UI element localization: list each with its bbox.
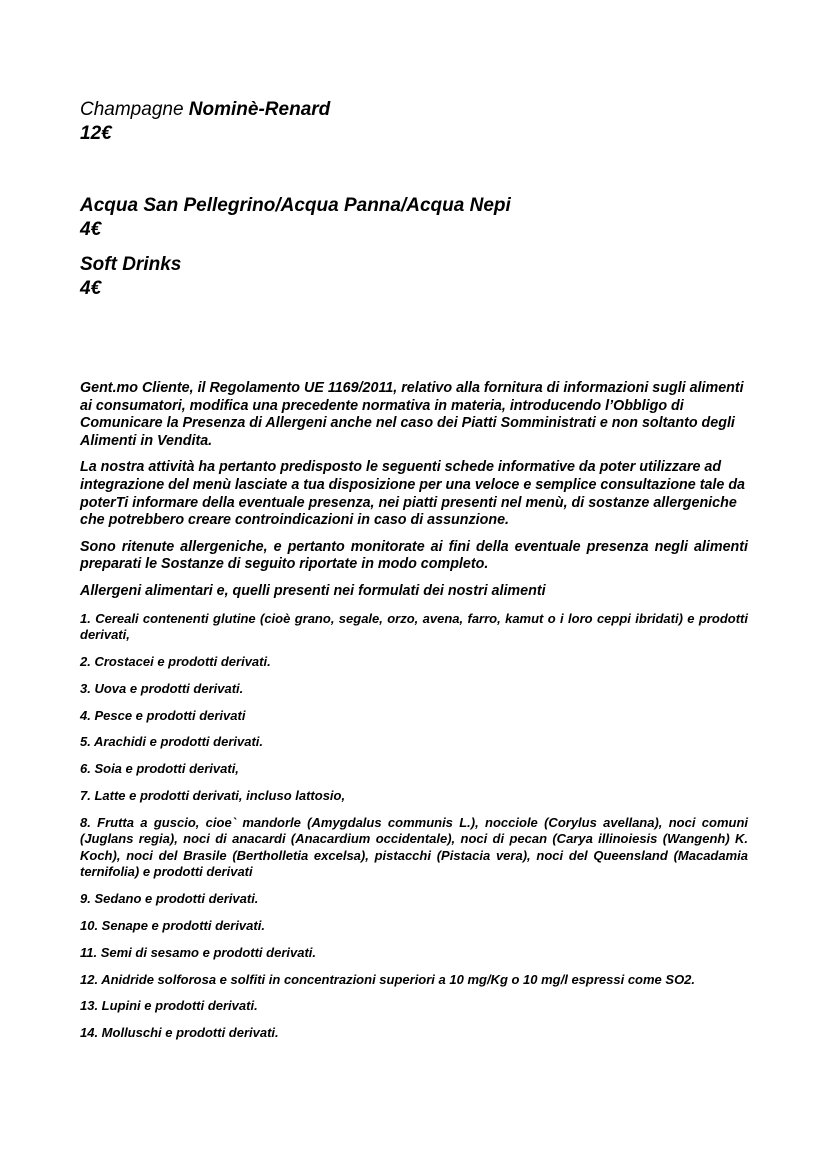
- drink-name-regular: Champagne: [80, 99, 189, 120]
- allergen-item-nuts: 8. Frutta a guscio, cioe` mandorle (Amygdalus communis L.), nocciole (Corylus avellana), noci comuni (Juglans regia), noci di anacardi (Anacardium occidentale), noci di pecan (Carya illinoiesis (Wangenh) K. Koch), noci del Brasile (Bertholletia excelsa), pistacchi (Pistacia vera), noci del Queensland (Macadamia ternifolia) e prodotti derivati: [80, 815, 748, 879]
- drink-item-soft-drinks: [80, 253, 748, 301]
- allergen-item-cereals: 1. Cereali contenenti glutine (cioè grano, segale, orzo, avena, farro, kamut o i loro ceppi ibridati) e prodotti derivati,: [80, 610, 748, 642]
- allergen-item-milk: 7. Latte e prodotti derivati, incluso lattosio,: [80, 788, 346, 804]
- allergen-item-soy: 6. Soia e prodotti derivati,: [80, 761, 239, 777]
- allergen-item-sesame: 11. Semi di sesamo e prodotti derivati.: [80, 944, 316, 960]
- allergen-item-crustaceans: 2. Crostacei e prodotti derivati.: [80, 653, 271, 669]
- drink-price: 4€: [80, 219, 102, 240]
- allergen-item-sulphites: 12. Anidride solforosa e solfiti in concentrazioni superiori a 10 mg/Kg o 10 mg/l espressi come SO2.: [80, 971, 696, 987]
- allergen-item-eggs: 3. Uova e prodotti derivati.: [80, 680, 244, 696]
- drink-name-bold: Acqua San Pellegrino/Acqua Panna/Acqua Nepi: [80, 195, 511, 216]
- drink-name-bold: Nominè-Renard: [188, 99, 331, 120]
- allergen-item-peanuts: 5. Arachidi e prodotti derivati.: [80, 734, 263, 750]
- allergen-notice: [80, 380, 748, 1052]
- allergen-item-celery: 9. Sedano e prodotti derivati.: [80, 890, 259, 906]
- notice-paragraph-monitoring: Sono ritenute allergeniche, e pertanto monitorate ai fini della eventuale presenza negli alimenti preparati le Sostanze di seguito riportate in modo completo.: [80, 538, 748, 573]
- allergen-item-molluscs: 14. Molluschi e prodotti derivati.: [80, 1025, 279, 1041]
- drink-name-bold: Soft Drinks: [80, 254, 182, 275]
- drink-price: 4€: [80, 278, 102, 299]
- drink-item-water: [80, 194, 748, 242]
- allergen-item-lupins: 13. Lupini e prodotti derivati.: [80, 998, 258, 1014]
- drink-item-champagne: [80, 98, 748, 146]
- notice-paragraph-information: La nostra attività ha pertanto predisposto le seguenti schede informative da poter utilizzare ad integrazione del menù lasciate a tua disposizione per una veloce e semplice consultazione tale da poterTi informare della eventuale presenza, nei piatti presenti nel menù, di sostanze allergeniche che potrebbero creare controindicazioni in caso di assunzione.: [80, 459, 746, 529]
- allergen-item-mustard: 10. Senape e prodotti derivati.: [80, 917, 265, 933]
- notice-paragraph-list-heading: Allergeni alimentari e, quelli presenti nei formulati dei nostri alimenti: [80, 582, 546, 599]
- allergen-list: [80, 611, 748, 1042]
- allergen-item-fish: 4. Pesce e prodotti derivati: [80, 707, 246, 723]
- drink-price: 12€: [80, 123, 112, 144]
- notice-paragraph-regulation: Gent.mo Cliente, il Regolamento UE 1169/2011, relativo alla fornitura di informazioni sugli alimenti ai consumatori, modifica una precedente normativa in materia, introducendo l’Obbligo di Comunicare la Presenza di Allergeni anche nel caso dei Piatti Somministrati e non soltanto degli Alimenti in Vendita.: [80, 380, 744, 449]
